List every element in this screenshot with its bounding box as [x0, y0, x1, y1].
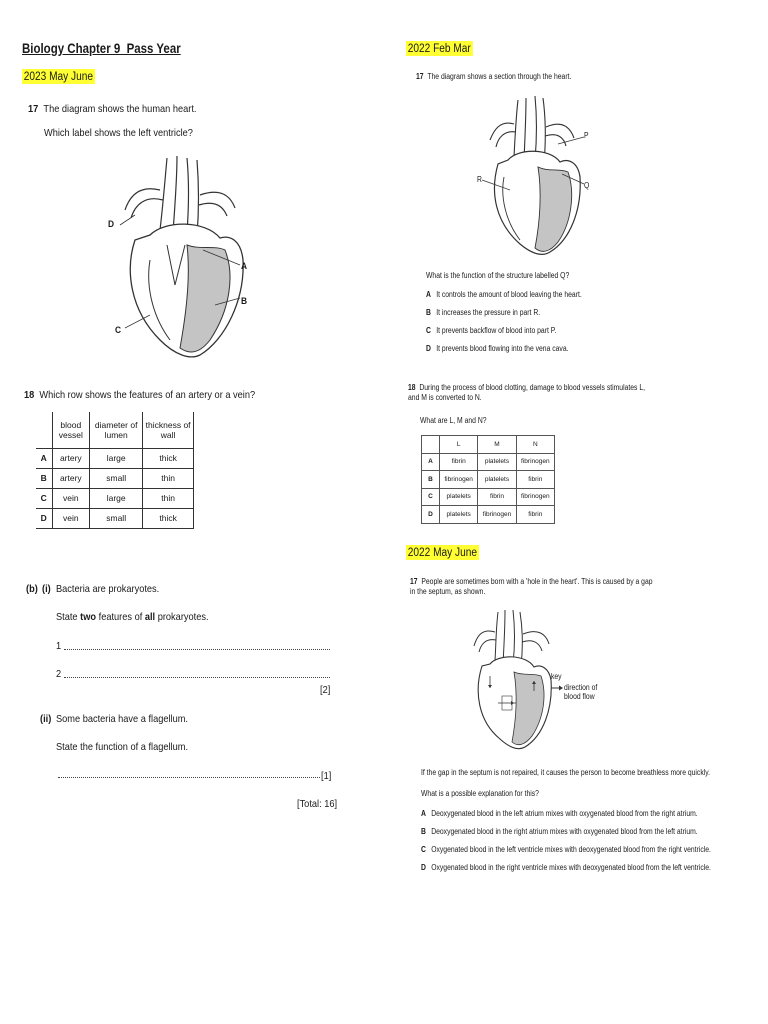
table-cell: large: [90, 488, 143, 508]
table-row: [36, 488, 194, 508]
table-row: [422, 488, 555, 506]
row-letter: B: [422, 471, 440, 489]
answer-line-2-number: 2: [56, 668, 62, 680]
table-cell: small: [90, 508, 143, 528]
heart-label-a: A: [241, 261, 248, 272]
table-cell: fibrin: [516, 471, 554, 489]
q17-hole-question: What is a possible explanation for this?: [421, 789, 539, 798]
table-header-cell: blood vessel: [52, 412, 90, 448]
section-label-2022-may-june: 2022 May June: [407, 547, 477, 559]
table-cell: fibrinogen: [516, 453, 554, 471]
option-c: C Oxygenated blood in the left ventricle mixes with deoxygenated blood from the right ventricle.: [421, 845, 711, 854]
table-cell: fibrinogen: [440, 471, 478, 489]
heart-label-d: D: [108, 219, 115, 230]
table-cell: platelets: [440, 488, 478, 506]
table-header-cell: [36, 412, 52, 448]
answer-line-1-number: 1: [56, 640, 62, 652]
part-b-ii-label: (ii): [40, 713, 52, 725]
table-header-cell: N: [516, 436, 554, 454]
part-b-i-instruction: State two features of all prokaryotes.: [56, 611, 209, 623]
table-header-cell: thickness of wall: [143, 412, 194, 448]
table-header-cell: M: [478, 436, 516, 454]
marks-1: [1]: [321, 770, 332, 782]
heart-label-b: B: [241, 296, 248, 307]
table-cell: fibrin: [440, 453, 478, 471]
table-cell: artery: [52, 468, 90, 488]
heart-label-p: P: [584, 131, 589, 140]
row-letter: C: [422, 488, 440, 506]
row-letter: D: [36, 508, 52, 528]
option-d: D Oxygenated blood in the right ventricle mixes with deoxygenated blood from the left ventricle.: [421, 863, 711, 872]
table-cell: thick: [143, 448, 194, 468]
part-b-label: (b): [26, 583, 38, 595]
table-cell: small: [90, 468, 143, 488]
answer-line-2[interactable]: [64, 677, 330, 678]
artery-vein-table: [36, 412, 194, 529]
option-c: C It prevents backflow of blood into part P.: [426, 326, 557, 335]
q17-right-stem: 17 The diagram shows a section through the heart.: [416, 72, 572, 81]
row-letter: D: [422, 506, 440, 524]
key-title: key: [551, 672, 562, 681]
heart-label-q: Q: [584, 181, 590, 190]
table-header-cell: [422, 436, 440, 454]
table-cell: fibrinogen: [516, 488, 554, 506]
table-cell: fibrin: [516, 506, 554, 524]
hole-in-heart-diagram: [468, 606, 558, 758]
option-a: A Deoxygenated blood in the left atrium mixes with oxygenated blood from the right atrium.: [421, 809, 698, 818]
table-cell: platelets: [478, 471, 516, 489]
q17-right-question: What is the function of the structure labelled Q?: [426, 271, 570, 280]
arrow-icon: [551, 685, 563, 691]
total-marks: [Total: 16]: [297, 798, 338, 810]
answer-line-1[interactable]: [64, 649, 330, 650]
option-b: B It increases the pressure in part R.: [426, 308, 541, 317]
part-b-i-text: Bacteria are prokaryotes.: [56, 583, 160, 595]
table-row: [36, 508, 194, 528]
answer-line-flagellum[interactable]: [58, 777, 320, 778]
document-title: Biology Chapter 9_Pass Year: [22, 40, 181, 56]
table-cell: fibrinogen: [478, 506, 516, 524]
table-cell: artery: [52, 448, 90, 468]
heart-label-r: R: [477, 175, 482, 184]
table-row: [422, 506, 555, 524]
table-header-cell: diameter of lumen: [90, 412, 143, 448]
section-label-2022-feb-mar: 2022 Feb Mar: [407, 43, 471, 55]
table-cell: vein: [52, 488, 90, 508]
option-b: B Deoxygenated blood in the right atrium mixes with oxygenated blood from the left atrium.: [421, 827, 698, 836]
table-cell: large: [90, 448, 143, 468]
table-row: [422, 453, 555, 471]
row-letter: C: [36, 488, 52, 508]
heart-label-c: C: [115, 325, 122, 336]
part-b-ii-text: Some bacteria have a flagellum.: [56, 713, 188, 725]
row-letter: A: [36, 448, 52, 468]
table-cell: thick: [143, 508, 194, 528]
q18-right-stem: 18 During the process of blood clotting, damage to blood vessels stimulates L, and M is converted to N.: [408, 383, 646, 402]
key-label: direction of blood flow: [564, 683, 598, 701]
part-b-i-label: (i): [42, 583, 51, 595]
table-row: [36, 448, 194, 468]
table-cell: vein: [52, 508, 90, 528]
heart-diagram-left: [105, 150, 265, 365]
table-cell: platelets: [440, 506, 478, 524]
table-cell: fibrin: [478, 488, 516, 506]
q18-left-stem: 18 Which row shows the features of an artery or a vein?: [24, 389, 256, 401]
q17-left-stem: 17 The diagram shows the human heart.: [28, 103, 197, 115]
option-a: A It controls the amount of blood leaving the heart.: [426, 290, 582, 299]
section-label-2023-may-june: 2023 May June: [23, 71, 93, 83]
table-cell: thin: [143, 488, 194, 508]
table-cell: platelets: [478, 453, 516, 471]
marks-2: [2]: [320, 684, 331, 696]
q17-hole-after: If the gap in the septum is not repaired, it causes the person to become breathless more quickly.: [421, 768, 711, 777]
row-letter: B: [36, 468, 52, 488]
q17-left-question: Which label shows the left ventricle?: [44, 127, 193, 139]
option-d: D It prevents blood flowing into the vena cava.: [426, 344, 569, 353]
table-cell: thin: [143, 468, 194, 488]
q18-right-question: What are L, M and N?: [420, 416, 487, 425]
table-row: [422, 471, 555, 489]
clotting-table: [421, 435, 555, 524]
q17-hole-stem: 17 People are sometimes born with a 'hole in the heart'. This is caused by a gap in the septum, as shown.: [410, 577, 653, 596]
heart-section-diagram: [480, 92, 600, 267]
table-header-cell: L: [440, 436, 478, 454]
part-b-ii-instruction: State the function of a flagellum.: [56, 741, 189, 753]
table-row: [36, 468, 194, 488]
row-letter: A: [422, 453, 440, 471]
